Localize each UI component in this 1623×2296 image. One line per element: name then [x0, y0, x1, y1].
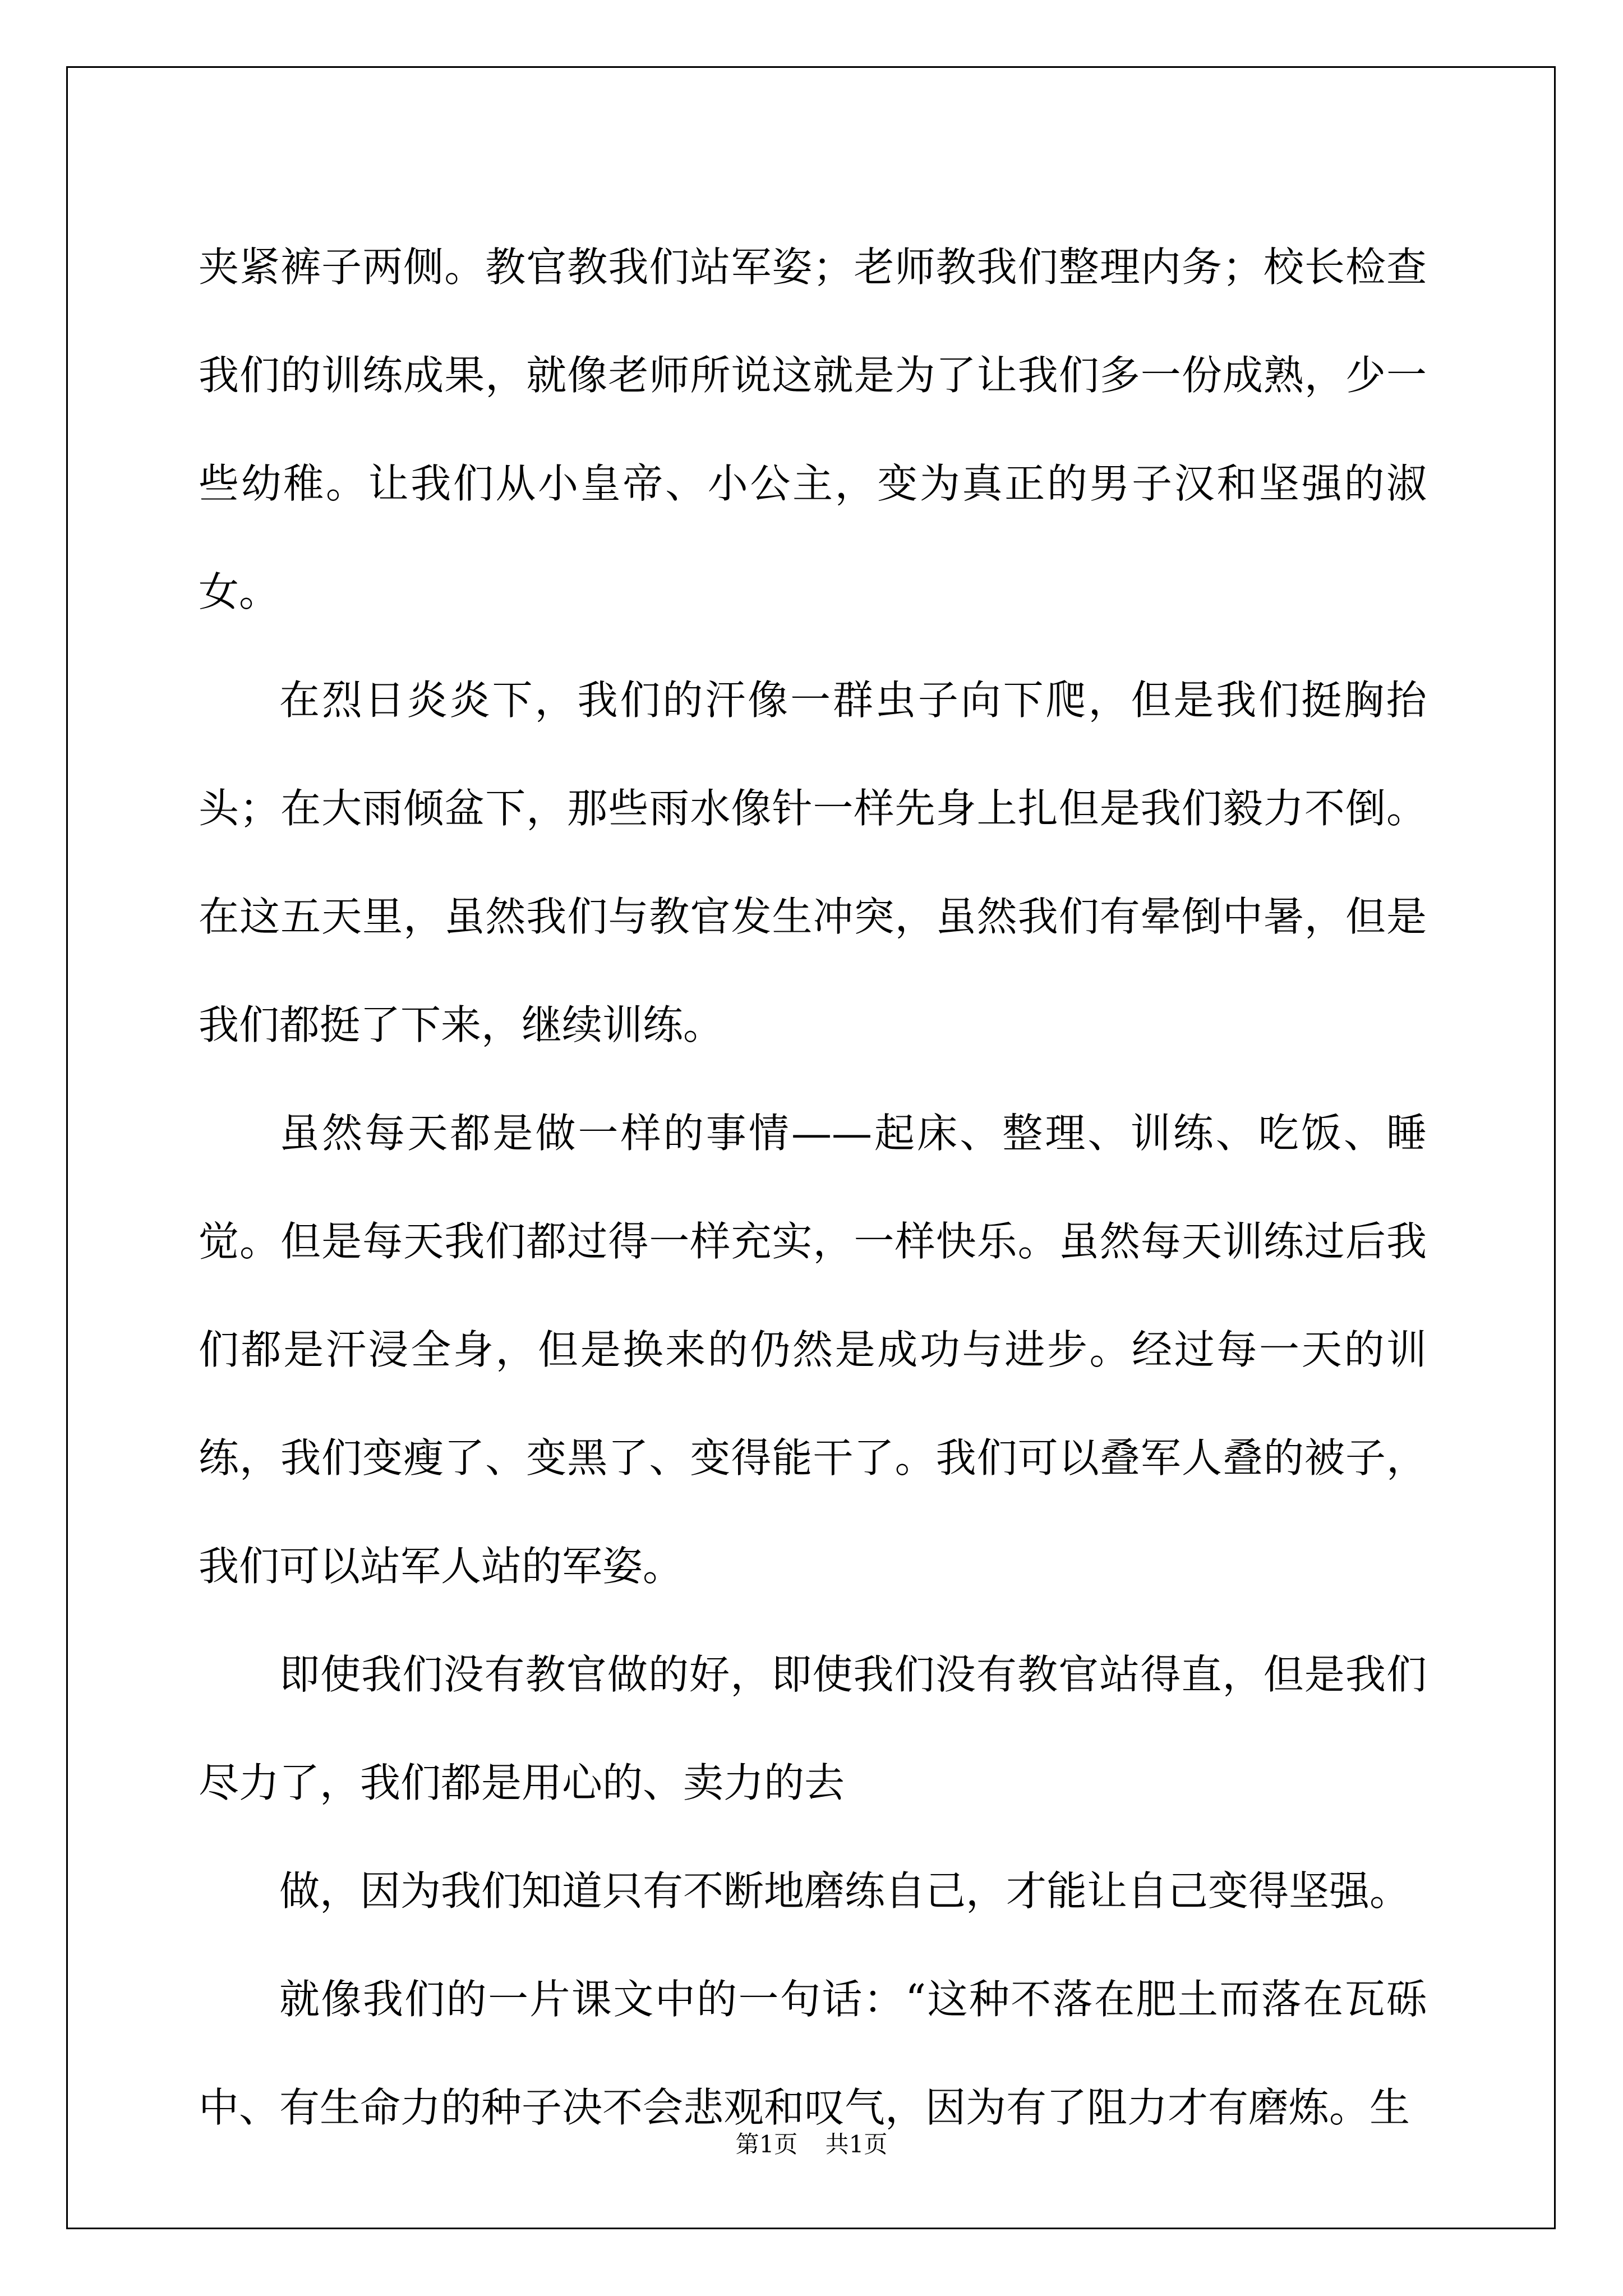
- total-pages: 共1页: [825, 2131, 888, 2158]
- page-number: 第1页: [735, 2131, 798, 2158]
- paragraph-6: 就像我们的一片课文中的一句话：“这种不落在肥土而落在瓦砾中、有生命力的种子决不会悲观和叹气，因为有了阻力才有磨炼。生: [199, 1976, 1427, 2131]
- page-footer: [0, 2126, 1623, 2160]
- paragraph-4: 即使我们没有教官做的好，即使我们没有教官站得直，但是我们尽力了，我们都是用心的、卖力的去: [199, 1651, 1427, 1806]
- paragraph-5: 做，因为我们知道只有不断地磨练自己，才能让自己变得坚强。: [279, 1867, 1410, 1915]
- document-body: [199, 213, 1427, 2162]
- paragraph-1: 夹紧裤子两侧。教官教我们站军姿；老师教我们整理内务；校长检查我们的训练成果，就像老师所说这就是为了让我们多一份成熟，少一些幼稚。让我们从小皇帝、小公主，变为真正的男子汉和坚强的淑女。: [199, 243, 1427, 615]
- paragraph-3: 虽然每天都是做一样的事情——起床、整理、训练、吃饭、睡觉。但是每天我们都过得一样充实，一样快乐。虽然每天训练过后我们都是汗浸全身，但是换来的仍然是成功与进步。经过每一天的训练，我们变瘦了、变黑了、变得能干了。我们可以叠军人叠的被子，我们可以站军人站的军姿。: [199, 1110, 1427, 1590]
- paragraph-2: 在烈日炎炎下，我们的汗像一群虫子向下爬，但是我们挺胸抬头；在大雨倾盆下，那些雨水像针一样先身上扎但是我们毅力不倒。在这五天里，虽然我们与教官发生冲突，虽然我们有晕倒中暑，但是我们都挺了下来，继续训练。: [199, 677, 1427, 1048]
